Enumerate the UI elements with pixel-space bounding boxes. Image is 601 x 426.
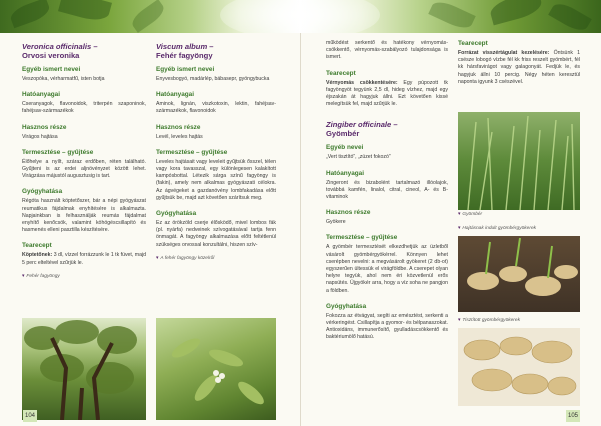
book-spine (300, 33, 301, 426)
section-useful-part: Hasznos része Gyökere (326, 209, 371, 226)
section-healing-effect: Gyógyhatása Fokozza az étvágyat, segíti az emésztést, serkenti a vérkeringést. Csillapítja a gyomor- és bélpanaszokat. Antioxidáns, immunerősítő, gyulladáscsökkentő és baktériumölő hatású. (326, 302, 448, 341)
photo-caption-ginger: ▾ Gyömbér (458, 212, 483, 217)
section-active-ingredients: Hatóanyagai Zingeront és bizabolént tartalmazó illóolajok, továbbá kamfén, linalol, citral, cineol, A- és B-vitaminok (326, 169, 448, 201)
photo-mistletoe-tree (22, 318, 146, 420)
section-cultivation: Termesztése – gyűjtése Leveles hajtásait vagy leveleit gyűjtsük ősszel, télen vagy kora tavasszal, egy különlegesen kalakított kampósbottal. Létezik sárga színű fagyöngy is (fakin), amely nem alkalmas gyógyászati célokra. Az ágvégeket a gazdanövény lombfakadása előtt gyűjtsük be, majd azt követően szárítsuk meg. (156, 148, 276, 201)
photo-caption-sprouting: ▾ Hajtásnak indult gyömbérgyökerek (458, 226, 537, 231)
column-zingiber: működést serkentő és hatékony vérnyomás-csökkentő, vérnyomás-szabályozó tulajdonsága is ismert. Tearecept Vérnyomás csökkentésére: Egy púpozott tk fagyöngyöt tegyünk 2,5 dl, hideg vízhez, majd egy éjszakán át hagyjuk állni. Ezt követően kissé melegítsük fel, majd szűrjük le. Zingiber officinale – Gyömbér Egyéb nevei „Vert tisztító”, „zúzet fokozó” Hatóanyagai Zingeront és bizabolént tartalmazó illóolajok, továbbá kamfén, linalol, citral, cineol, A- és B-vitaminok Hasznos része Gyökere Termesztése – gyűjtése A gyömbér termesztését elkezdhetjük az üzletből vásárolt gyömbérgyökérrel. Könnyen lehet cserépben nevelni: a megvásárolt gyökeret (2 db-ot) egyszerűen ültessük el virágföldbe. A cserepet olyan helyre tegyük, ahol nem éri közvetlenül erős napsütés. Újgyökér arra, hogy a víz soha ne pangjon a földben. Gyógyhatása Fokozza az étvágyat, segíti az emésztést, serkenti a vérkeringést. Csillapítja a gyomor- és bélpanaszokat. Antioxidáns, immunerősítő, gyulladáscsökkentő és baktériumölő hatású. (326, 40, 448, 341)
section-useful-part: Hasznos része Virágos hajtása (22, 123, 67, 140)
photo-caption: ▾ Fehér fagyöngy (22, 273, 60, 279)
section-cultivation: Termesztése – gyűjtése A gyömbér termesztését elkezdhetjük az üzletből vásárolt gyömbérgyökérrel. Könnyen lehet cserépben nevelni: a megvásárolt gyökeret (2 db-ot) egyszerűen ültessük el virágföldbe. A cserepet olyan helyre tegyük, ahol nem éri közvetlenül erős napsütés. Újgyökér arra, hogy a víz soha ne pangjon a földben. (326, 234, 448, 294)
photo-ginger-plants (458, 112, 580, 210)
section-cultivation: Termesztése – gyűjtése Élőhelye a nyílt, száraz erdőben, réten található. Gyűjteni is az erdei aljnövényzet között lehet. Virágzása májustól augusztusig is tart. (22, 148, 146, 180)
page-number-right: 105 (566, 410, 580, 422)
section-healing-effect: Gyógyhatása Ez az örökzöld cserje élősködő, mivel lombos fák (pl. nyárfa) nedveinek szívogatásával tartja fenn önmagát. A fagyöngy alkalmazása előtt feltétlenül szükséges orvossal konzultálni, hiszen szív- (156, 210, 276, 248)
section-active-ingredients: Hatóanyagai Cseranyagok, flavonoidok, triterpén szaponinok, fahéjsav-származékok (22, 91, 146, 115)
photo-caption-cleaned: ▾ Tisztított gyömbérgyökerek (458, 318, 520, 323)
column-tea-and-photos (458, 40, 580, 86)
section-other-names: Egyéb nevei „Vert tisztító”, „zúzet fokozó” (326, 144, 391, 161)
section-useful-part: Hasznos része Levél, leveles hajtás (156, 123, 203, 140)
photo-cleaned-ginger (458, 328, 580, 406)
section-tea-recipe: Tearecept Forrázat visszértágulat kezelésére: Öntsünk 1 csésze lobogó vízbe fél kk friss reszelt gyömbért, fél kk hársfavirágot vagy galagonyát. Fedjük le, és hagyjuk állni 10 percig. Négy héten keresztül naponta igyunk 3 csészével. (458, 40, 580, 85)
plant-title-veronica: Veronica officinalis – Orvosi veronika (22, 42, 98, 60)
section-tea-recipe: Tearecept Vérnyomás csökkentésére: Egy púpozott tk fagyöngyöt tegyünk 2,5 dl, hideg vízhez, majd egy éjszakán át hagyjuk állni. Ezt követően kissé melegítsük fel, majd szűrjük le. (326, 69, 448, 108)
section-active-ingredients: Hatóanyagai Aminok, lignán, viszkotoxin, lektin, fahéjsav-származékok, flavonoidok (156, 91, 276, 115)
column-veronica (22, 42, 146, 283)
plant-title-zingiber: Zingiber officinale – Gyömbér (326, 120, 398, 139)
section-healing-effect: Gyógyhatása Régóta használt köptetőszer, bár a népi gyógyászat reumatikus fájdalmak enyhítésére is alkalmazta. Napjainkban is felhasználják reumás fájdalmat enyhítő kenőcsök, valamint köhögéscsillapító és hasmenés elleni pasztilla készítésére. (22, 188, 146, 234)
top-foliage-banner (0, 0, 601, 33)
photo-sprouting-ginger (458, 236, 580, 312)
section-other-names: Egyéb ismert nevei Enyvesbogyó, madárlép, bábasepr, gyöngybucka (156, 66, 270, 82)
page-number-left: 104 (23, 410, 37, 422)
plant-title-viscum: Viscum album – Fehér fagyöngy (156, 42, 214, 60)
section-tea-recipe: Tearecept Köptetőnek: 3 dl, vízzel forrázzunk le 1 tk füvet, majd 5 perc elteltével szűrjük le. (22, 242, 146, 266)
photo-caption: ▾ A fehér fagyöngy közelről (156, 255, 215, 261)
photo-mistletoe-closeup (156, 318, 276, 420)
section-other-names: Egyéb ismert nevei Veszopóka, vérharmatfű, isten botja (22, 66, 105, 82)
column-viscum (156, 42, 276, 265)
